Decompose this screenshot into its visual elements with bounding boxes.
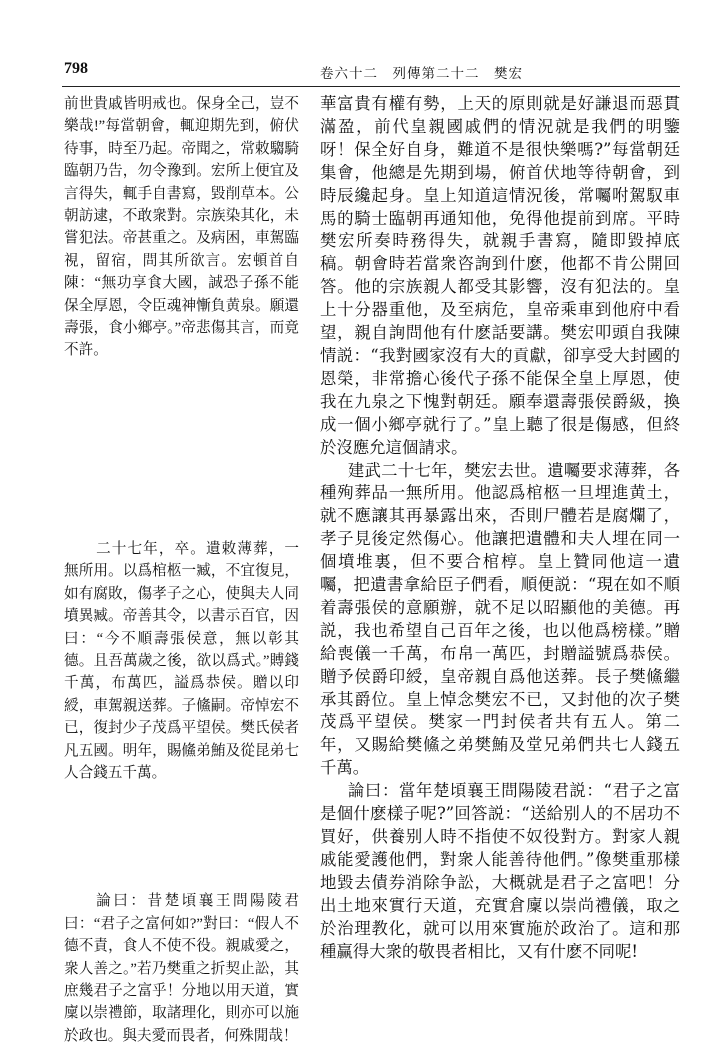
translation-paragraph-3: 論曰：當年楚頃襄王問陽陵君説：“君子之富是個什麽樣子呢?”回答説：“送給别人的不居功不買好，供養别人時不指使不奴役對方。對家人親戚能愛護他們，對衆人能善待他們。”像樊重那樣地毀去債券消除争訟，大概就是君子之富吧！分出土地來實行天道，充實倉廩以崇尚禮儀，取之於治理教化，就可以用來實施於政治了。這和那種赢得大衆的敬畏者相比，又有什麽不同呢!: [320, 781, 680, 961]
classical-text-column: [64, 93, 299, 1047]
header-rule: [62, 86, 680, 87]
classical-paragraph-3: 論曰：昔楚頃襄王問陽陵君曰：“君子之富何如?”對曰：“假人不德不責，食人不使不役。親戚愛之，衆人善之。”若乃樊重之折契止訟，其庶幾君子之富乎！分地以用天道，實廩以崇禮節，取諸理化，則亦可以施於政也。與夫愛而畏者，何殊閒哉！: [64, 893, 299, 1044]
running-head: 卷六十二 列傳第二十二 樊宏: [320, 66, 523, 82]
paragraph-spacer: [64, 784, 299, 890]
translation-paragraph-2: 建武二十七年，樊宏去世。遺囑要求薄葬，各種殉葬品一無所用。他認爲棺柩一旦埋進黄土，就不應讓其再暴露出來，否則尸體若是腐爛了，孝子見後定然傷心。他讓把遺體和夫人埋在同一個墳堆裏，但不要合棺椁。皇上贊同他這一遺囑，把遺書拿給臣子們看，順便説：“現在如不順着壽張侯的意願辦，就不足以昭顯他的美德。再説，我也希望自己百年之後，也以他爲榜樣。”贈給喪儀一千萬，布帛一萬匹，封贈謚號爲恭侯。贈予侯爵印綬，皇帝親自爲他送葬。長子樊鯈繼承其爵位。皇上悼念樊宏不已，又封他的次子樊茂爲平望侯。樊家一門封侯者共有五人。第二年，又賜給樊鯈之弟樊鮪及堂兄弟們共七人錢五千萬。: [320, 460, 680, 778]
classical-paragraph-1: 前世貴戚皆明戒也。保身全己，豈不樂哉!”每當朝會，輒迎期先到，俯伏待事，時至乃起。帝聞之，常敕騶騎臨朝乃告，勿令豫到。宏所上便宜及言得失，輒手自書寫，毀削草本。公朝訪逮，不敢衆對。宗族染其化，未嘗犯法。帝甚重之。及病困，車駕臨視，留宿，問其所欲言。宏頓首自陳：“無功享食大國，誠恐子孫不能保全厚恩，令臣魂神慚負黄泉。願還壽張，食小鄉亭。”帝悲傷其言，而竟不許。: [64, 96, 299, 359]
classical-paragraph-2: 二十七年，卒。遺敕薄葬，一無所用。以爲棺柩一臧，不宜復見，如有腐敗，傷孝子之心，使與夫人同墳異臧。帝善其令，以書示百官，因曰：“今不順壽張侯意，無以彰其德。且吾萬歲之後，欲以爲式。”賻錢千萬，布萬匹，謚爲恭侯。贈以印綬，車駕親送葬。子鯈嗣。帝悼宏不已，復封少子茂爲平望侯。樊氏侯者凡五國。明年，賜鯈弟鮪及從昆弟七人合錢五千萬。: [64, 540, 299, 781]
translation-text-column: [320, 93, 680, 963]
paragraph-spacer: [64, 362, 299, 538]
page-number: 798: [64, 60, 88, 77]
translation-paragraph-1: 華富貴有權有勢，上天的原則就是好謙退而惡貫滿盈，前代皇親國戚們的情況就是我們的明鑒呀！保全好自身，難道不是很快樂嗎?”每當朝廷集會，他總是先期到場，俯首伏地等待朝會，到時辰纔起身。皇上知道這情況後，常囑咐駕馭車馬的騎士臨朝再通知他，免得他提前到席。平時樊宏所奏時務得失，就親手書寫，隨即毀掉底稿。朝會時若當衆咨詢到什麽，他都不肯公開回答。他的宗族親人都受其影響，沒有犯法的。皇上十分器重他，及至病危，皇帝乘車到他府中看望，親自詢問他有什麽話要講。樊宏叩頭自我陳情説：“我對國家沒有大的貢獻，卻享受大封國的恩榮，非常擔心後代子孫不能保全皇上厚恩，使我在九泉之下愧對朝廷。願奉還壽張侯爵級，換成一個小鄉亭就行了。”皇上聽了很是傷感，但終於沒應允這個請求。: [320, 94, 680, 457]
